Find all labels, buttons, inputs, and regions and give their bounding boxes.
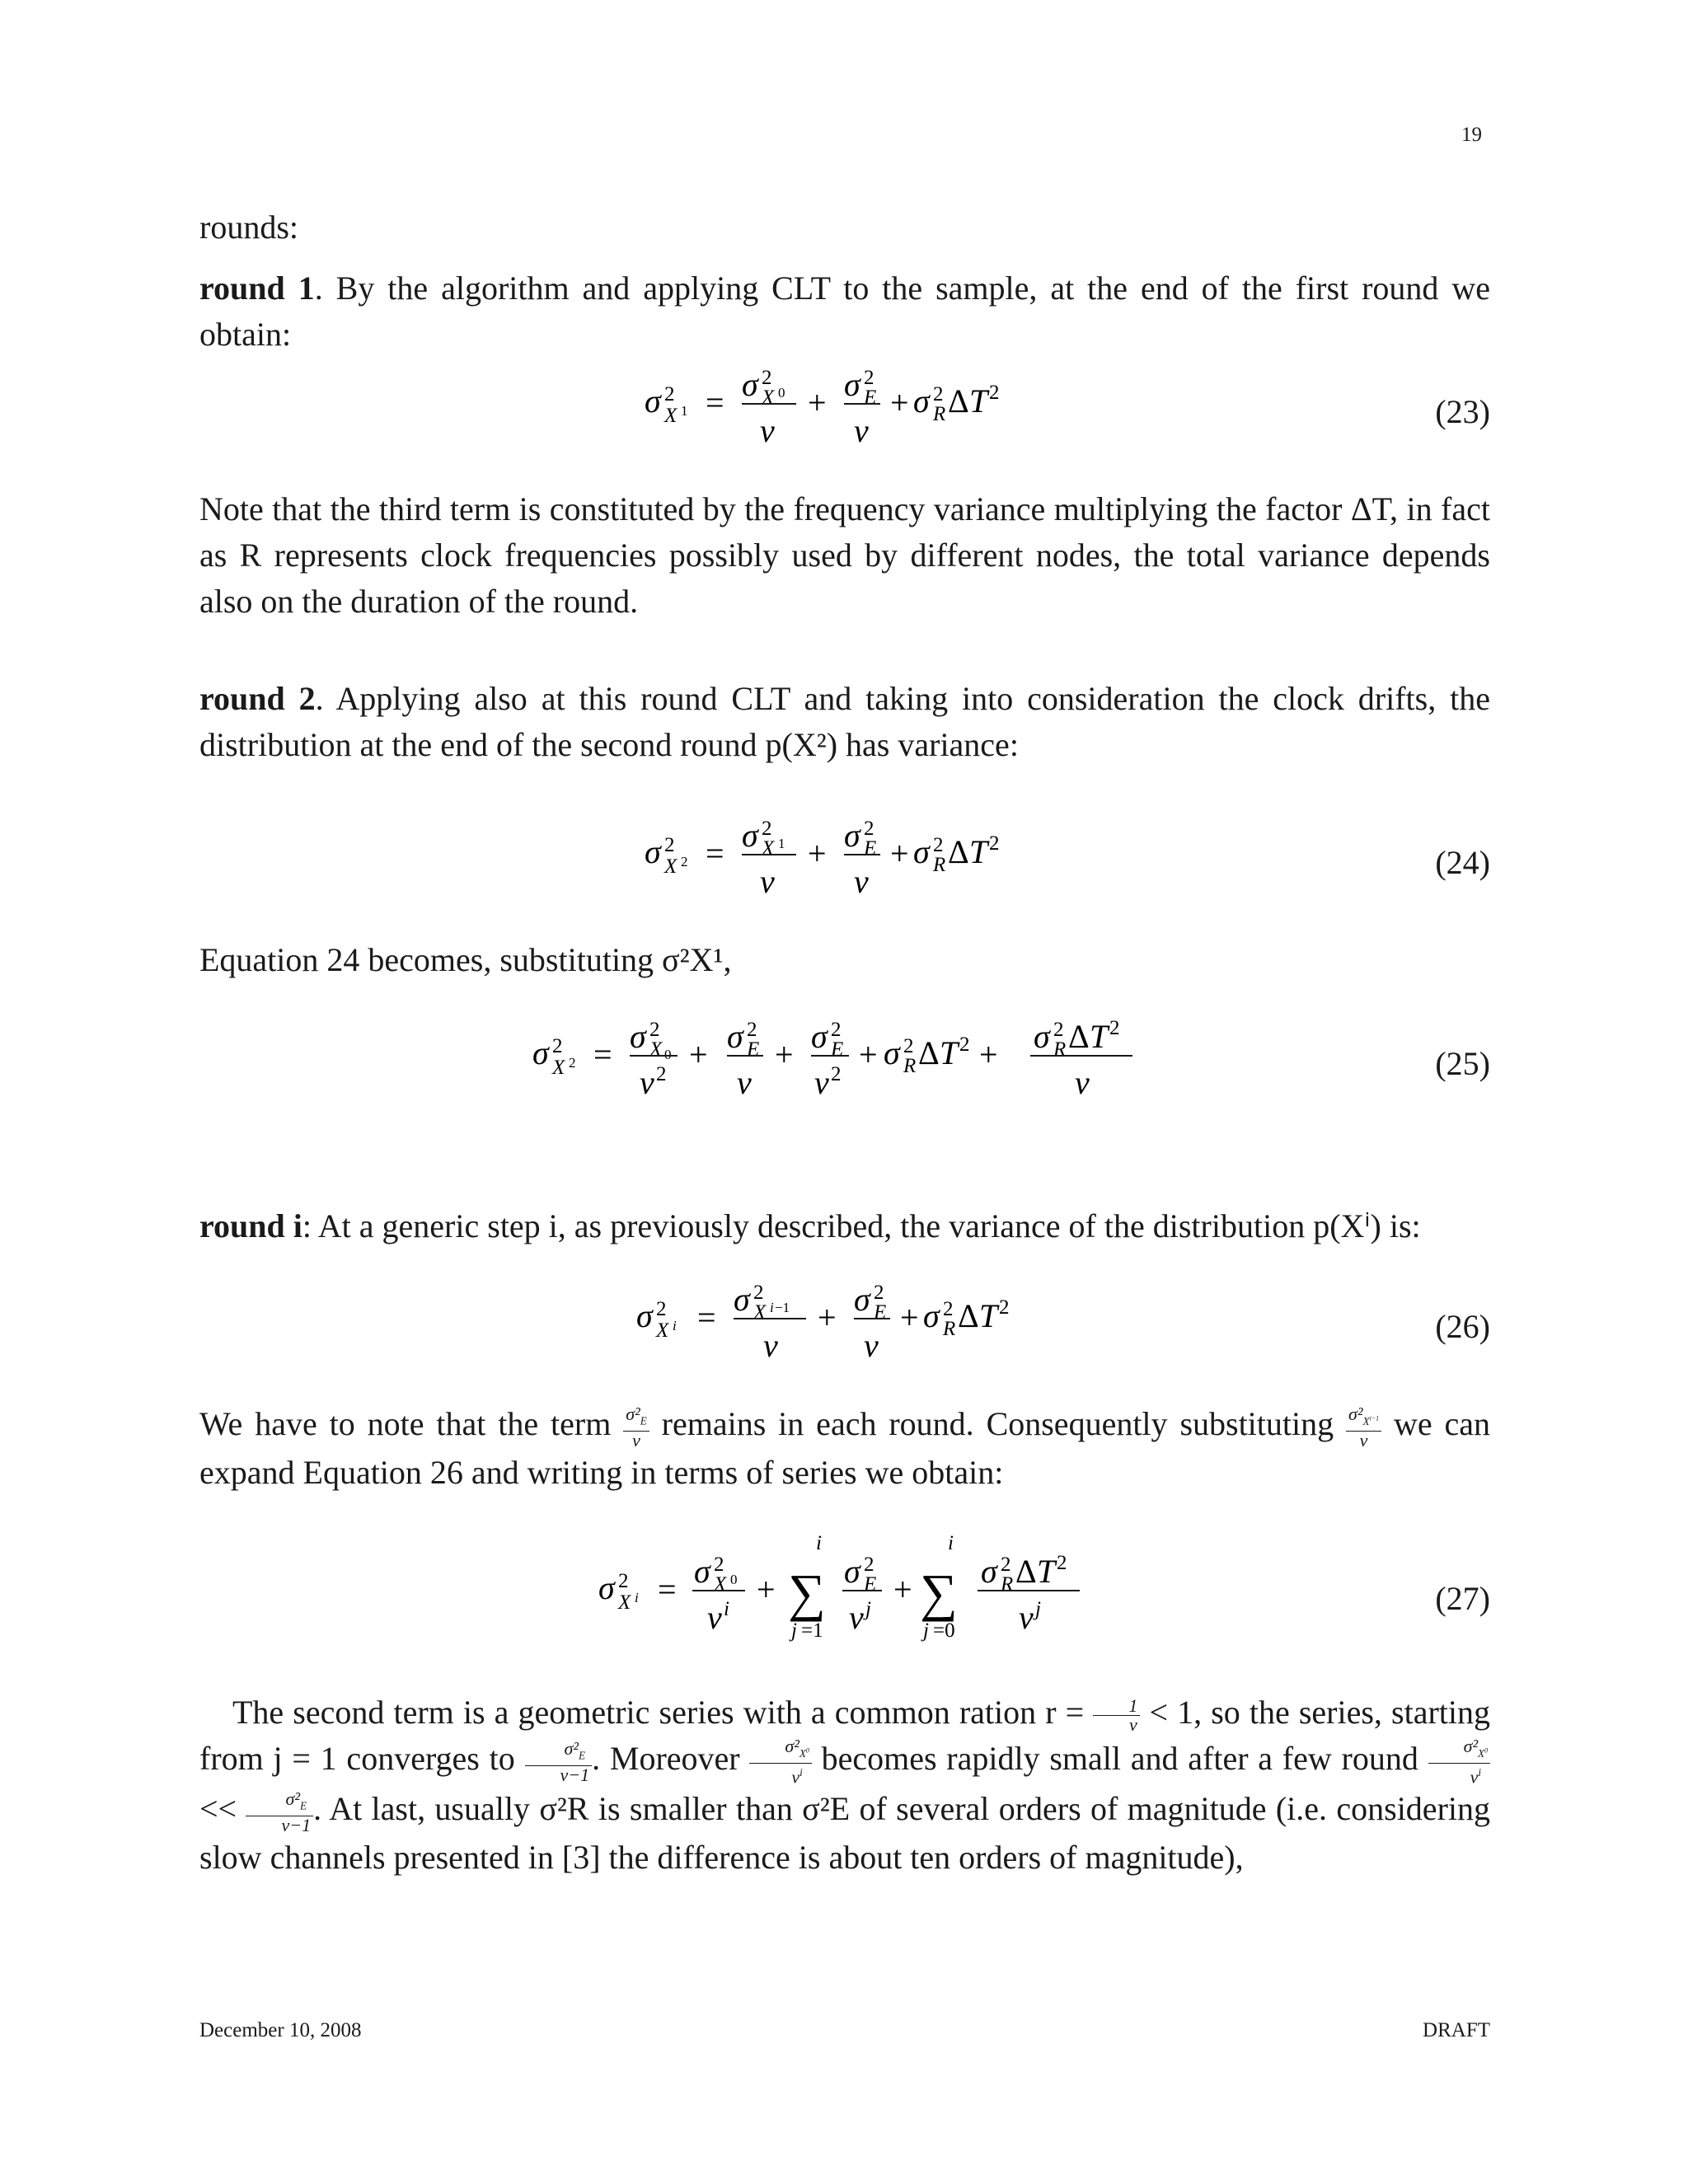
svg-text:v: v (814, 1064, 829, 1101)
svg-text:R: R (903, 1055, 917, 1077)
svg-text:=: = (658, 1571, 677, 1608)
svg-text:R: R (1053, 1038, 1067, 1061)
svg-text:+: + (689, 1036, 708, 1073)
equation-27 (0, 1532, 1688, 1657)
svg-text:σ: σ (645, 382, 661, 419)
svg-text:σ: σ (694, 1553, 710, 1590)
note-term-text-b: remains in each round. Consequently substituting (661, 1405, 1334, 1442)
footer-status: DRAFT (1423, 2019, 1490, 2041)
svg-text:i: i (673, 1318, 677, 1333)
svg-text:R: R (933, 854, 946, 876)
svg-text:T: T (1037, 1553, 1056, 1590)
svg-text:E: E (864, 837, 877, 860)
svg-text:2: 2 (664, 383, 675, 405)
svg-text:σ: σ (913, 833, 930, 870)
svg-text:σ: σ (734, 1281, 750, 1318)
svg-text:T: T (969, 833, 988, 870)
svg-text:X: X (618, 1591, 631, 1614)
svg-text:T: T (940, 1034, 959, 1071)
svg-text:σ: σ (884, 1034, 900, 1071)
svg-text:2: 2 (989, 832, 1000, 855)
equation-number-27: (27) (1435, 1580, 1490, 1617)
svg-text:v: v (854, 863, 869, 900)
svg-text:∑: ∑ (788, 1563, 826, 1622)
svg-text:X: X (762, 387, 775, 409)
svg-text:2: 2 (959, 1033, 970, 1056)
svg-text:+: + (890, 835, 909, 872)
svg-text:σ: σ (844, 1553, 860, 1590)
svg-text:2: 2 (831, 1019, 842, 1041)
svg-text:2: 2 (762, 367, 772, 389)
svg-text:2: 2 (999, 1296, 1010, 1319)
svg-text:v: v (640, 1064, 654, 1101)
svg-text:2: 2 (864, 1554, 874, 1576)
footer-date: December 10, 2008 (199, 2019, 362, 2041)
sigma-x0-over-v-i-fraction: $\frac{\sigma^2_{X^0}}{v^i}$ (749, 1737, 811, 1786)
svg-text:2: 2 (903, 1035, 914, 1057)
svg-text:X: X (552, 1057, 565, 1079)
svg-text:E: E (874, 1301, 887, 1324)
svg-text:2: 2 (1053, 1019, 1064, 1041)
svg-text:R: R (1001, 1573, 1014, 1596)
svg-text:v: v (864, 1327, 879, 1364)
svg-text:R: R (933, 403, 946, 425)
svg-text:σ: σ (844, 817, 860, 854)
svg-text:2: 2 (1057, 1552, 1067, 1574)
paragraph-round-i (199, 1203, 1490, 1249)
round-i-heading: round i (199, 1207, 302, 1244)
svg-text:2: 2 (569, 1055, 576, 1071)
geometric-text-c: . Moreover (592, 1740, 740, 1777)
svg-text:Δ: Δ (918, 1034, 940, 1071)
svg-text:+: + (808, 384, 827, 421)
svg-text:σ: σ (923, 1297, 940, 1334)
svg-text:i: i (816, 1532, 822, 1554)
svg-text:2: 2 (831, 1063, 842, 1085)
svg-text:2: 2 (933, 383, 944, 405)
svg-text:0: 0 (778, 385, 785, 401)
svg-text:i: i (635, 1590, 639, 1605)
svg-text:Δ: Δ (948, 833, 969, 870)
round-i-text: : At a generic step i, as previously described, the variance of the distribution p(Xⁱ) is: (302, 1207, 1421, 1244)
svg-text:2: 2 (864, 818, 874, 840)
svg-text:v: v (707, 1599, 722, 1636)
paragraph-round-1 (199, 265, 1490, 358)
svg-text:X: X (762, 837, 775, 860)
svg-text:v: v (1019, 1599, 1034, 1636)
round-1-text: . By the algorithm and applying CLT to the sample, at the end of the first round we obtain: (199, 269, 1490, 353)
svg-text:2: 2 (989, 382, 1000, 404)
geometric-text-b: < 1, so the series, starting from j = 1 converges to (199, 1694, 1491, 1777)
svg-text:i: i (770, 1300, 774, 1315)
svg-text:X: X (656, 1319, 669, 1342)
svg-text:1: 1 (778, 836, 785, 851)
svg-text:=: = (593, 1036, 612, 1073)
svg-text:2: 2 (943, 1298, 954, 1320)
svg-text:2: 2 (753, 1282, 764, 1304)
paragraph-rounds: rounds: (199, 209, 298, 246)
paragraph-third-term: Note that the third term is constituted by the frequency variance multiplying the factor ΔT, in fact as R represents clock frequencies possibly used by different nodes, the total variance depends also on the duration of the round. (199, 490, 1490, 620)
sigma-e-over-v-minus-1-fraction: $\frac{\sigma^2_E}{v-1}$ (525, 1740, 593, 1783)
svg-text:E: E (864, 1573, 877, 1596)
svg-text:2: 2 (552, 1035, 563, 1057)
svg-text:j: j (865, 1598, 871, 1620)
svg-text:σ: σ (636, 1297, 653, 1334)
svg-text:σ: σ (532, 1034, 549, 1071)
svg-text:+: + (818, 1299, 837, 1336)
sigma-e-over-v-minus-1-fraction-2: $\frac{\sigma^2_E}{v-1}$ (246, 1790, 313, 1834)
svg-text:Δ: Δ (1068, 1018, 1090, 1055)
svg-text:0: 0 (730, 1572, 738, 1587)
equation-number-25: (25) (1435, 1045, 1490, 1082)
svg-text:σ: σ (1034, 1018, 1050, 1055)
svg-text:2: 2 (864, 367, 874, 389)
svg-text:v: v (849, 1599, 864, 1636)
svg-text:E: E (831, 1038, 844, 1061)
geometric-text-f: . At last, usually σ²R is smaller than σ²E of several orders of magnitude (i.e. considering slow channels presented in [3] the difference is about ten orders of magnitude), (199, 1790, 1490, 1876)
equation-26 (0, 1269, 1688, 1385)
svg-text:σ: σ (811, 1018, 828, 1055)
svg-text:=: = (706, 384, 724, 421)
svg-text:2: 2 (649, 1019, 660, 1041)
svg-text:E: E (747, 1038, 760, 1061)
svg-text:i: i (948, 1532, 954, 1554)
svg-text:2: 2 (664, 834, 675, 856)
sigma-x0-over-v-i-fraction-2: $\frac{\sigma^2_{X^0}}{v^i}$ (1428, 1737, 1490, 1786)
svg-text:X: X (649, 1038, 663, 1061)
svg-text:E: E (864, 387, 877, 409)
paragraph-round-2 (199, 676, 1490, 768)
note-term-text-c: we can expand Equation 26 and writing in terms of series we obtain: (199, 1405, 1491, 1491)
svg-text:σ: σ (630, 1018, 646, 1055)
paragraph-equation-24: Equation 24 becomes, substituting σ²X¹, (199, 941, 732, 978)
geometric-text-d: becomes rapidly small and after a few round (821, 1740, 1418, 1777)
svg-text:=: = (706, 835, 724, 872)
svg-text:σ: σ (742, 817, 758, 854)
svg-text:σ: σ (727, 1018, 743, 1055)
svg-text:T: T (969, 382, 988, 419)
svg-text:σ: σ (645, 833, 661, 870)
svg-text:2: 2 (933, 834, 944, 856)
svg-text:σ: σ (981, 1553, 997, 1590)
svg-text:j: j (791, 1619, 797, 1642)
equation-25 (0, 1010, 1688, 1125)
svg-text:+: + (900, 1299, 919, 1336)
sigma-x-i-1-over-v-fraction: $\frac{\sigma^2_{X^{i-1}}}{v}$ (1346, 1405, 1381, 1449)
svg-text:j: j (923, 1619, 929, 1642)
note-term-text-a: We have to note that the term (199, 1405, 612, 1442)
geometric-text-e: << (199, 1790, 237, 1828)
svg-text:=1: =1 (801, 1619, 823, 1642)
svg-text:X: X (753, 1301, 767, 1324)
page-number: 19 (1461, 124, 1482, 146)
svg-text:0: 0 (664, 1047, 672, 1062)
svg-text:v: v (854, 412, 869, 449)
svg-text:2: 2 (747, 1019, 757, 1041)
svg-text:2: 2 (1109, 1017, 1120, 1039)
svg-text:v: v (737, 1064, 752, 1101)
svg-text:+: + (979, 1036, 998, 1073)
svg-text:∑: ∑ (920, 1563, 958, 1622)
equation-number-24: (24) (1435, 844, 1490, 881)
svg-text:X: X (714, 1573, 727, 1596)
svg-text:Δ: Δ (1015, 1553, 1037, 1590)
svg-text:j: j (1035, 1598, 1041, 1620)
svg-text:+: + (808, 835, 827, 872)
equation-24 (0, 812, 1688, 927)
svg-text:2: 2 (714, 1554, 724, 1576)
svg-text:T: T (979, 1297, 998, 1334)
svg-text:σ: σ (844, 366, 860, 403)
paragraph-note-term (199, 1401, 1490, 1496)
svg-text:1: 1 (681, 403, 688, 419)
round-1-heading: round 1 (199, 269, 315, 307)
svg-text:v: v (763, 1327, 778, 1364)
svg-text:σ: σ (854, 1281, 870, 1318)
svg-text:+: + (890, 384, 909, 421)
svg-text:T: T (1090, 1018, 1109, 1055)
svg-text:2: 2 (618, 1570, 629, 1592)
paragraph-geometric-series (199, 1690, 1490, 1881)
svg-text:2: 2 (656, 1063, 667, 1085)
round-2-heading: round 2 (199, 680, 316, 717)
svg-text:+: + (775, 1036, 794, 1073)
svg-text:σ: σ (598, 1569, 615, 1606)
equation-number-26: (26) (1435, 1308, 1490, 1345)
svg-text:2: 2 (762, 818, 772, 840)
svg-text:i: i (724, 1598, 729, 1620)
svg-text:2: 2 (681, 854, 688, 869)
svg-text:σ: σ (742, 366, 758, 403)
svg-text:σ: σ (913, 382, 930, 419)
svg-text:Δ: Δ (948, 382, 969, 419)
svg-text:+: + (893, 1571, 912, 1608)
svg-text:=: = (697, 1299, 716, 1336)
geometric-text-a: The second term is a geometric series with a common ration r = (232, 1694, 1085, 1731)
svg-text:Δ: Δ (958, 1297, 979, 1334)
svg-text:v: v (1075, 1064, 1090, 1101)
svg-text:v: v (760, 412, 775, 449)
svg-text:X: X (664, 405, 678, 427)
svg-text:2: 2 (656, 1298, 667, 1320)
svg-text:−1: −1 (775, 1300, 790, 1315)
equation-number-23: (23) (1435, 393, 1490, 430)
round-2-text: . Applying also at this round CLT and taking into consideration the clock drifts, the distribution at the end of the second round p(X²) has variance: (199, 680, 1490, 763)
svg-text:2: 2 (1001, 1554, 1011, 1576)
svg-text:+: + (859, 1036, 878, 1073)
svg-text:2: 2 (874, 1282, 884, 1304)
svg-text:v: v (760, 863, 775, 900)
one-over-v-fraction: $\frac{1}{v}$ (1093, 1697, 1140, 1734)
equation-23 (0, 363, 1688, 478)
svg-text:=0: =0 (933, 1619, 955, 1642)
sigma-e-over-v-fraction: $\frac{\sigma^2_E}{v}$ (623, 1405, 649, 1449)
svg-text:R: R (943, 1318, 956, 1340)
svg-text:+: + (757, 1571, 776, 1608)
svg-text:X: X (664, 855, 678, 878)
